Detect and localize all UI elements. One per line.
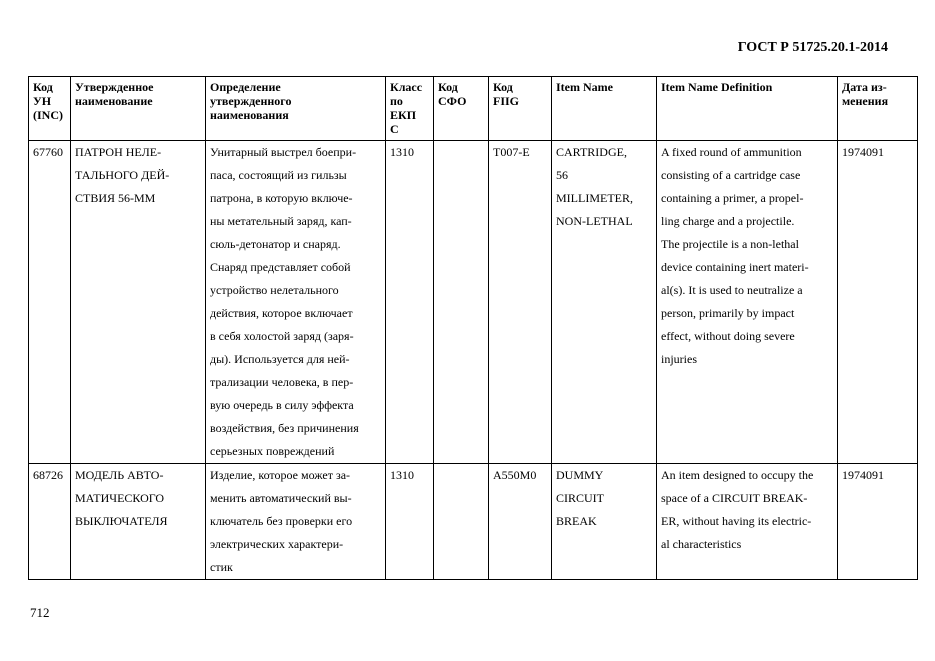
col-item-name-cell <box>552 141 657 464</box>
col-approved-name-header: Утвержденное наименование <box>71 77 206 141</box>
registry-table <box>28 76 918 580</box>
col-item-def-cell <box>657 464 838 580</box>
cell-text-line: патрона, в которую включе- <box>210 191 353 205</box>
col-approved-name-cell <box>71 141 206 464</box>
col-sfo-cell <box>434 464 489 580</box>
cell-text-line: серьезных повреждений <box>210 444 335 458</box>
cell-text-line: person, primarily by impact <box>661 306 795 320</box>
table-row <box>29 464 918 580</box>
cell-text-line: ER, without having its electric- <box>661 514 812 528</box>
col-fiig-header: Код FIIG <box>489 77 552 141</box>
cell-text-line: al characteristics <box>661 537 742 551</box>
cell-text-line: действия, которое включает <box>210 306 353 320</box>
cell-text-line: ны метательный заряд, кап- <box>210 214 352 228</box>
col-date-cell: 1974091 <box>838 464 918 580</box>
cell-text-line: The projectile is a non-lethal <box>661 237 799 251</box>
col-definition-header: Определение утвержденного наименования <box>206 77 386 141</box>
table-body <box>29 141 918 580</box>
standard-id: ГОСТ Р 51725.20.1-2014 <box>737 40 888 55</box>
cell-text-line: DUMMY <box>556 468 604 482</box>
cell-text-line: An item designed to occupy the <box>661 468 814 482</box>
cell-text-line: МОДЕЛЬ АВТО- <box>75 468 164 482</box>
cell-text-line: ВЫКЛЮЧАТЕЛЯ <box>75 514 168 528</box>
col-sfo-cell <box>434 141 489 464</box>
cell-text-line: в себя холостой заряд (заря- <box>210 329 354 343</box>
col-item-name-cell <box>552 464 657 580</box>
col-item-def-cell <box>657 141 838 464</box>
cell-text-line: ПАТРОН НЕЛЕ- <box>75 145 162 159</box>
cell-text-line: вую очередь в силу эффекта <box>210 398 354 412</box>
col-definition-cell <box>206 464 386 580</box>
cell-text-line: containing a primer, a propel- <box>661 191 804 205</box>
col-date-cell: 1974091 <box>838 141 918 464</box>
cell-text-line: стик <box>210 560 233 574</box>
col-fiig-cell: T007-E <box>489 141 552 464</box>
col-class-cell: 1310 <box>386 141 434 464</box>
col-class-cell: 1310 <box>386 464 434 580</box>
cell-text-line: ды). Используется для ней- <box>210 352 350 366</box>
col-inc-cell: 67760 <box>29 141 71 464</box>
col-inc-cell: 68726 <box>29 464 71 580</box>
cell-text-line: устройство нелетального <box>210 283 339 297</box>
col-item-def-header: Item Name Definition <box>657 77 838 141</box>
cell-text-line: электрических характери- <box>210 537 344 551</box>
cell-text-line: effect, without doing severe <box>661 329 795 343</box>
cell-text-line: BREAK <box>556 514 597 528</box>
cell-text-line: consisting of a cartridge case <box>661 168 801 182</box>
page-number: 712 <box>30 605 50 620</box>
cell-text-line: Унитарный выстрел боепри- <box>210 145 357 159</box>
col-class-header: Класс по ЕКП С <box>386 77 434 141</box>
cell-text-line: ling charge and a projectile. <box>661 214 795 228</box>
cell-text-line: A fixed round of ammunition <box>661 145 802 159</box>
cell-text-line: CIRCUIT <box>556 491 604 505</box>
col-date-header: Дата из- менения <box>838 77 918 141</box>
cell-text-line: Изделие, которое может за- <box>210 468 351 482</box>
col-definition-cell <box>206 141 386 464</box>
cell-text-line: injuries <box>661 352 697 366</box>
cell-text-line: ключатель без проверки его <box>210 514 353 528</box>
col-approved-name-cell <box>71 464 206 580</box>
cell-text-line: МАТИЧЕСКОГО <box>75 491 165 505</box>
cell-text-line: MILLIMETER, <box>556 191 633 205</box>
col-inc-header: Код УН (INC) <box>29 77 71 141</box>
cell-text-line: Снаряд представляет собой <box>210 260 351 274</box>
cell-text-line: device containing inert materi- <box>661 260 809 274</box>
cell-text-line: al(s). It is used to neutralize a <box>661 283 803 297</box>
cell-text-line: сюль-детонатор и снаряд. <box>210 237 341 251</box>
cell-text-line: 56 <box>556 168 568 182</box>
cell-text-line: паса, состоящий из гильзы <box>210 168 347 182</box>
cell-text-line: space of a CIRCUIT BREAK- <box>661 491 808 505</box>
cell-text-line: CARTRIDGE, <box>556 145 627 159</box>
col-item-name-header: Item Name <box>552 77 657 141</box>
header-row <box>29 77 918 141</box>
cell-text-line: трализации человека, в пер- <box>210 375 354 389</box>
table-row <box>29 141 918 464</box>
cell-text-line: СТВИЯ 56-ММ <box>75 191 156 205</box>
cell-text-line: воздействия, без причинения <box>210 421 359 435</box>
cell-text-line: менить автоматический вы- <box>210 491 352 505</box>
cell-text-line: NON-LETHAL <box>556 214 633 228</box>
col-fiig-cell: A550M0 <box>489 464 552 580</box>
col-sfo-header: Код СФО <box>434 77 489 141</box>
cell-text-line: ТАЛЬНОГО ДЕЙ- <box>75 168 170 182</box>
